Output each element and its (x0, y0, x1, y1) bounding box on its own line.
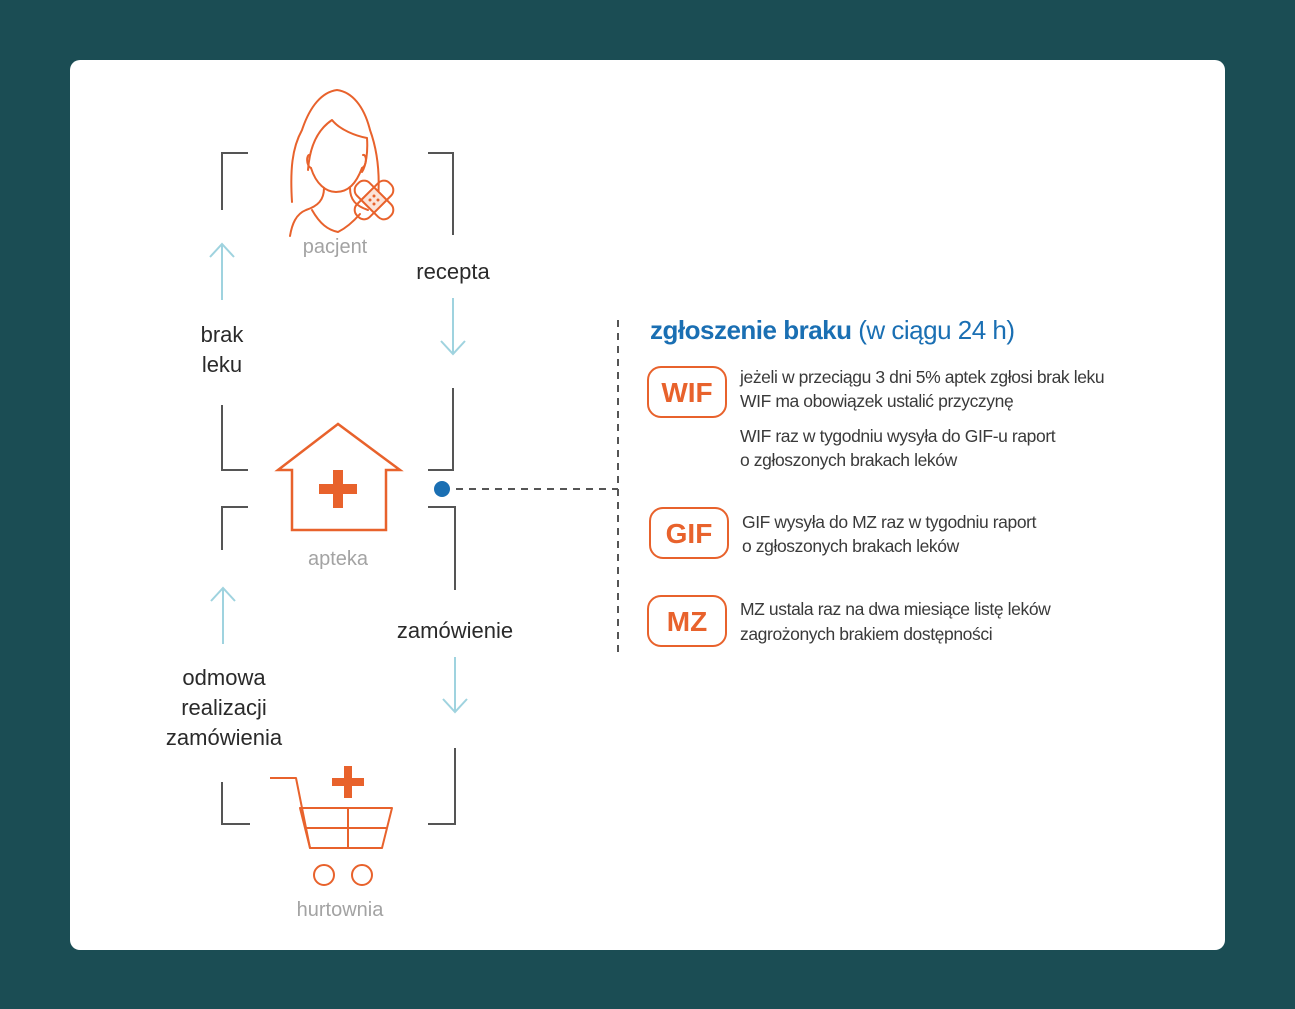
mz-desc-line-2: zagrożonych brakiem dostępności (740, 624, 993, 644)
arrow-up-shortage (210, 244, 234, 300)
node-label-wholesaler: hurtownia (296, 899, 384, 921)
flow-label-order: zamówienie (396, 618, 514, 643)
bracket-pharmacy-left-top (222, 405, 248, 470)
flow-label-refusal-line-3: zamówienia (165, 725, 283, 750)
gif-desc-line-2: o zgłoszonych brakach leków (742, 536, 959, 556)
bracket-pharmacy-right-bottom (428, 507, 455, 590)
shortage-reporting-diagram (70, 60, 1225, 950)
pharmacy-house-cross-icon (278, 424, 400, 530)
panel-title (650, 315, 1015, 345)
panel-title-light: (w ciągu 24 h) (851, 315, 1015, 345)
bracket-pharmacy-left-bottom (222, 507, 248, 550)
entry-wif (648, 367, 1104, 470)
badge-gif-text: GIF (665, 518, 713, 549)
bracket-wholesaler-left (222, 782, 250, 824)
wif-desc-line-1: jeżeli w przeciągu 3 dni 5% aptek zgłosi brak leku (740, 367, 1105, 387)
flow-label-refusal-line-1: odmowa (182, 665, 266, 690)
flow-label-shortage-line-2: leku (201, 352, 243, 377)
wif-desc-line-4: o zgłoszonych brakach leków (740, 450, 957, 470)
flow-label-prescription: recepta (416, 259, 490, 284)
node-label-pharmacy: apteka (307, 548, 369, 570)
bracket-pharmacy-right-top (428, 388, 453, 470)
node-label-patient: pacjent (302, 236, 368, 258)
bracket-wholesaler-right (428, 748, 455, 824)
arrow-down-order (443, 657, 467, 712)
bracket-patient-left (222, 153, 248, 210)
wif-desc-line-3: WIF raz w tygodniu wysyła do GIF-u raport (740, 426, 1056, 446)
woman-with-bandage-icon (290, 90, 397, 236)
badge-wif-text: WIF (661, 377, 713, 408)
entry-gif (650, 508, 1037, 558)
bracket-patient-right (428, 153, 453, 235)
connector-dot (434, 481, 450, 497)
entry-mz (648, 596, 1051, 646)
mz-desc-line-1: MZ ustala raz na dwa miesiące listę leków (740, 599, 1051, 619)
panel-title-strong: zgłoszenie braku (650, 315, 852, 345)
gif-desc-line-1: GIF wysyła do MZ raz w tygodniu raport (742, 512, 1037, 532)
arrow-down-prescription (441, 298, 465, 354)
badge-mz-text: MZ (666, 606, 708, 637)
flow-label-shortage-line-1: brak (200, 322, 244, 347)
diagram-card (70, 60, 1225, 950)
wif-desc-line-2: WIF ma obowiązek ustalić przyczynę (740, 391, 1014, 411)
shopping-cart-cross-icon (270, 766, 392, 885)
arrow-up-refusal (211, 588, 235, 644)
flow-label-refusal-line-2: realizacji (181, 695, 267, 720)
report-connector (434, 320, 618, 655)
